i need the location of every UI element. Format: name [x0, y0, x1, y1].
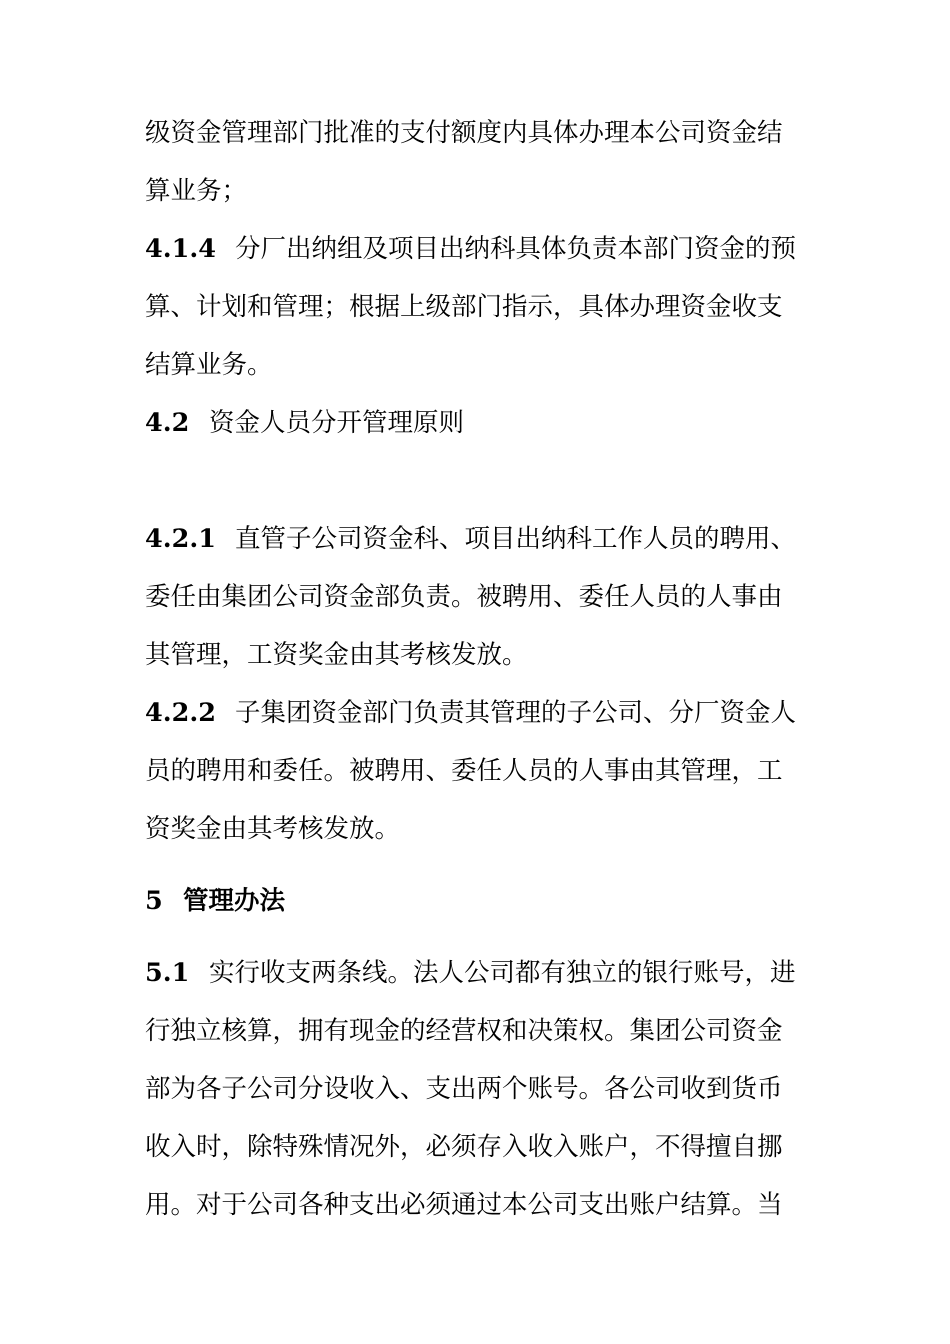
- section-number: 5: [145, 886, 163, 916]
- line-text: 行独立核算，拥有现金的经营权和决策权。集团公司资金: [145, 1016, 783, 1046]
- section-title: 管理办法: [183, 886, 286, 916]
- line-text: 算、计划和管理；根据上级部门指示，具体办理资金收支: [145, 292, 783, 322]
- paragraph-line: [145, 1014, 815, 1048]
- line-text: 直管子公司资金科、项目出纳科工作人员的聘用、: [235, 524, 797, 554]
- section-number: 4.2: [145, 408, 190, 438]
- paragraph-line: [145, 812, 815, 846]
- paragraph-line: [145, 580, 815, 614]
- line-text: 其管理，工资奖金由其考核发放。: [145, 640, 528, 670]
- paragraph-line: [145, 1130, 815, 1164]
- section-heading-4-2-2: [145, 696, 815, 730]
- line-text: 用。对于公司各种支出必须通过本公司支出账户结算。当: [145, 1190, 783, 1220]
- section-heading-5-1: [145, 956, 815, 990]
- section-heading-4-2-1: [145, 522, 815, 556]
- line-text: 结算业务。: [145, 350, 273, 380]
- line-text: 委任由集团公司资金部负责。被聘用、委任人员的人事由: [145, 582, 783, 612]
- line-text: 部为各子公司分设收入、支出两个账号。各公司收到货币: [145, 1074, 783, 1104]
- line-text: 实行收支两条线。法人公司都有独立的银行账号，进: [209, 958, 796, 988]
- line-text: 收入时，除特殊情况外，必须存入收入账户，不得擅自挪: [145, 1132, 783, 1162]
- line-text: 算业务；: [145, 176, 248, 206]
- paragraph-line: [145, 290, 815, 324]
- line-text: 子集团资金部门负责其管理的子公司、分厂资金人: [235, 698, 797, 728]
- paragraph-line: [145, 1188, 815, 1222]
- section-heading-4-1-4: [145, 232, 815, 266]
- section-heading-5: [145, 884, 815, 918]
- section-number: 4.1.4: [145, 234, 216, 264]
- line-text: 级资金管理部门批准的支付额度内具体办理本公司资金结: [145, 118, 783, 148]
- section-number: 4.2.2: [145, 698, 216, 728]
- line-text: 员的聘用和委任。被聘用、委任人员的人事由其管理，工: [145, 756, 783, 786]
- line-text: 资金人员分开管理原则: [209, 408, 465, 438]
- section-number: 4.2.1: [145, 524, 216, 554]
- paragraph-line: [145, 638, 815, 672]
- paragraph-line: [145, 1072, 815, 1106]
- paragraph-line: [145, 754, 815, 788]
- line-text: 资奖金由其考核发放。: [145, 814, 401, 844]
- section-heading-4-2: [145, 406, 815, 440]
- paragraph-line: [145, 348, 815, 382]
- line-text: 分厂出纳组及项目出纳科具体负责本部门资金的预: [235, 234, 797, 264]
- paragraph-line: [145, 116, 815, 150]
- paragraph-line: [145, 174, 815, 208]
- section-number: 5.1: [145, 958, 190, 988]
